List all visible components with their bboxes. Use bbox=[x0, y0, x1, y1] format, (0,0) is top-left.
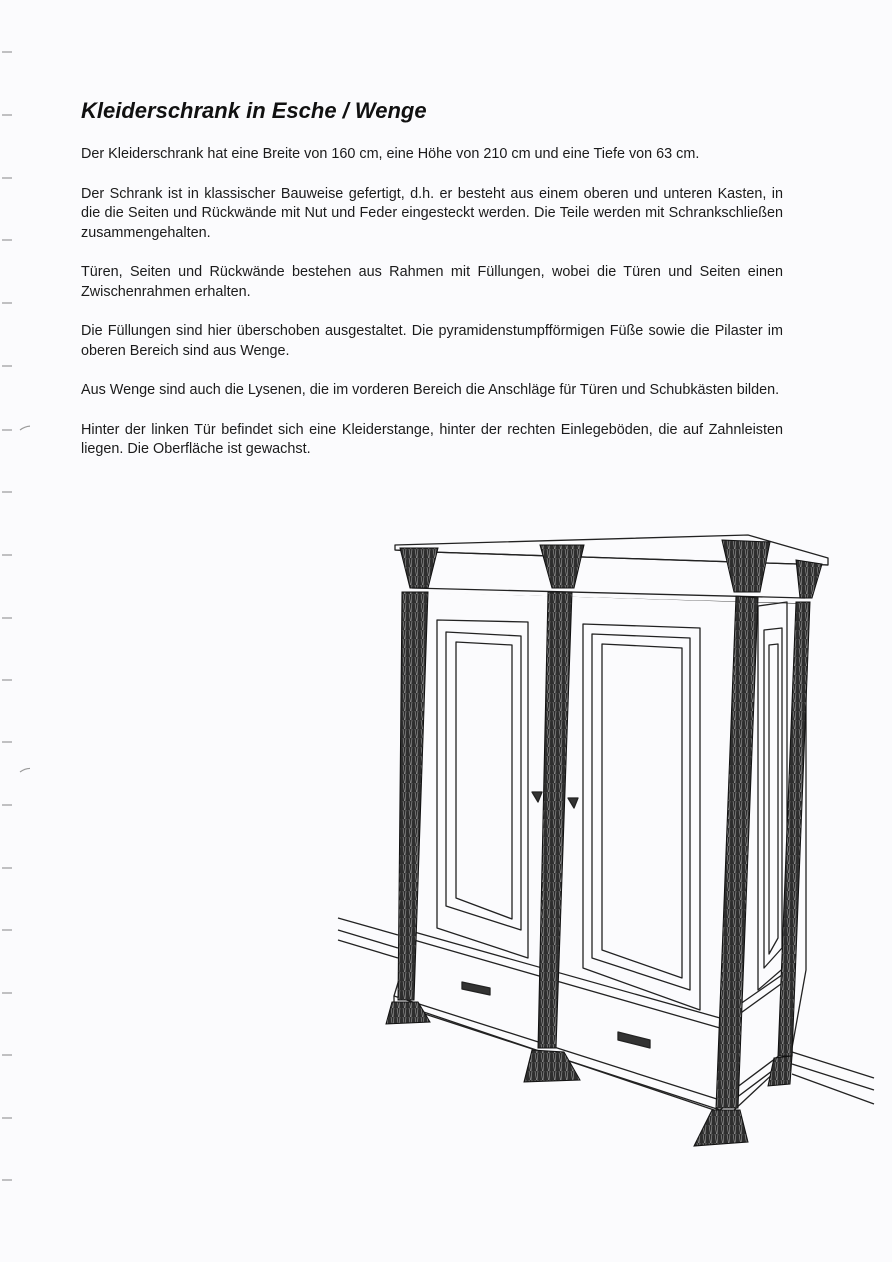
page-title: Kleiderschrank in Esche / Wenge bbox=[81, 98, 427, 123]
paragraph-panels: Die Füllungen sind hier überschoben ausgestaltet. Die pyramidenstumpfförmigen Füße sowie die Pilaster im oberen Bereich sind aus Wenge. bbox=[81, 323, 783, 359]
paragraph-lysenen: Aus Wenge sind auch die Lysenen, die im vorderen Bereich die Anschläge für Türen und Schubkästen bilden. bbox=[81, 382, 780, 398]
binding-marks bbox=[0, 0, 30, 1262]
paragraph-interior: Hinter der linken Tür befindet sich eine Kleiderstange, hinter der rechten Einlegeböden, die auf Zahnleisten liegen. Die Oberfläche ist gewachst. bbox=[81, 421, 783, 457]
paragraph-dimensions: Der Kleiderschrank hat eine Breite von 160 cm, eine Höhe von 210 cm und eine Tiefe von 63 cm. bbox=[81, 146, 700, 162]
paragraph-construction: Der Schrank ist in klassischer Bauweise gefertigt, d.h. er besteht aus einem oberen und unteren Kasten, in die die Seiten und Rückwände mit Nut und Feder eingesteckt werden. Die Teile werden mit Schrankschließen zusammengehalten. bbox=[81, 185, 783, 241]
wardrobe-drawing bbox=[330, 525, 885, 1165]
paragraph-frames: Türen, Seiten und Rückwände bestehen aus Rahmen mit Füllungen, wobei die Türen und Seiten einen Zwischenrahmen erhalten. bbox=[81, 264, 783, 300]
body-text bbox=[81, 145, 783, 480]
